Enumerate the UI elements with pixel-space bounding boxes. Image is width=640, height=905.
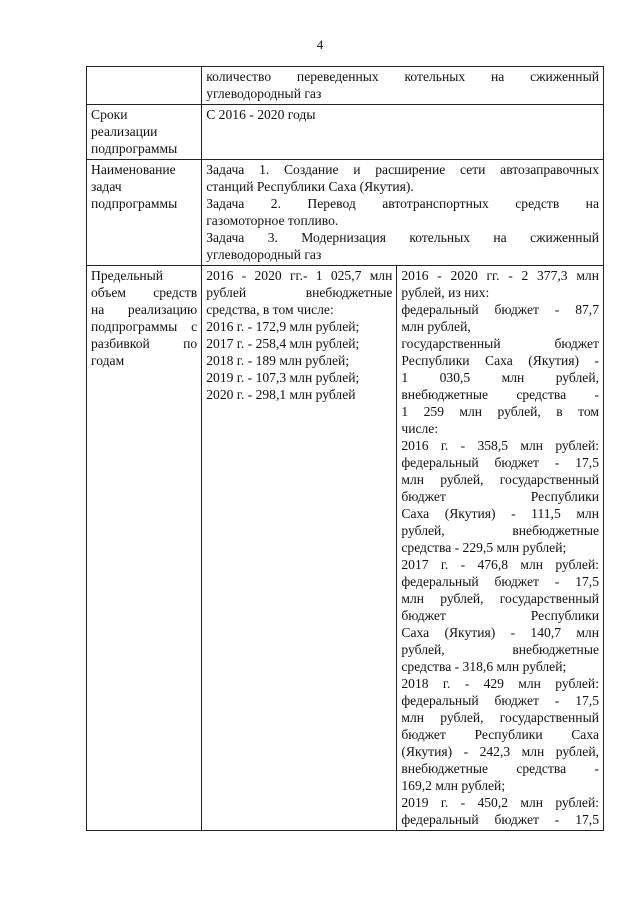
label-line: разбивкой по [91, 336, 198, 351]
funding-line: бюджет Республики Саха [401, 727, 599, 742]
funding-line: (Якутия) - 242,3 млн рублей, [401, 744, 599, 759]
task-1-line: Задача 1. Создание и расширение сети автозаправочных [206, 162, 599, 177]
funding-line: федеральный бюджет - 17,5 [401, 574, 599, 589]
subprogram-passport-table [86, 66, 604, 831]
funding-line: Саха (Якутия) - 111,5 млн [401, 506, 599, 521]
row-conversion-label [87, 67, 202, 105]
row-funding [87, 266, 604, 831]
label-line: подпрограммы [91, 141, 178, 156]
terms-value: С 2016 - 2020 годы [206, 107, 316, 122]
label-line: Предельный [91, 268, 164, 283]
funding-line: бюджет Республики [401, 608, 599, 623]
row-tasks [87, 160, 604, 266]
label-line: Сроки [91, 107, 128, 122]
funding-line: млн рублей, государственный [401, 591, 599, 606]
label-line: на реализацию [91, 302, 198, 317]
funding-line: 2019 г. - 107,3 млн рублей; [206, 370, 360, 385]
funding-line: 2019 г. - 450,2 млн рублей: [401, 795, 599, 810]
task-1-line: станций Республики Саха (Якутия). [206, 179, 414, 194]
funding-line: Республики Саха (Якутия) - [401, 353, 599, 368]
funding-line: федеральный бюджет - 87,7 [401, 302, 599, 317]
funding-line: средства - 318,6 млн рублей; [401, 659, 567, 674]
funding-line: федеральный бюджет - 17,5 [401, 455, 599, 470]
funding-line: 1 030,5 млн рублей, [401, 370, 599, 385]
label-line: годам [91, 353, 125, 368]
label-line: задач [91, 179, 122, 194]
row-tasks-label [87, 160, 202, 266]
funding-line: государственный бюджет [401, 336, 599, 351]
row-tasks-value [202, 160, 604, 266]
funding-line: бюджет Республики [401, 489, 599, 504]
funding-line: 2016 г. - 172,9 млн рублей; [206, 319, 360, 334]
label-line: реализации [91, 124, 158, 139]
funding-line: 2016 - 2020 гг. - 2 377,3 млн [401, 268, 599, 283]
label-line: подпрограммы [91, 196, 178, 211]
funding-line: 1 259 млн рублей, в том [401, 404, 599, 419]
funding-line: млн рублей, государственный [401, 472, 599, 487]
task-3-line: Задача 3. Модернизация котельных на сжиженный [206, 230, 599, 245]
conversion-text-line: углеводородный газ [206, 86, 322, 101]
funding-line: 2018 г. - 429 млн рублей: [401, 676, 599, 691]
funding-total-column [397, 266, 604, 831]
funding-line: Саха (Якутия) - 140,7 млн [401, 625, 599, 640]
conversion-text-line: количество переведенных котельных на сжиженный [206, 69, 599, 84]
funding-line: внебюджетные средства - [401, 761, 599, 776]
funding-line: 2018 г. - 189 млн рублей; [206, 353, 350, 368]
row-terms [87, 105, 604, 160]
row-conversion [87, 67, 604, 105]
funding-line: 2016 - 2020 гг.- 1 025,7 млн [206, 268, 393, 283]
funding-line: 2016 г. - 358,5 млн рублей: [401, 438, 599, 453]
funding-line: внебюджетные средства - [401, 387, 599, 402]
funding-line: средства, в том числе: [206, 302, 334, 317]
label-line: Наименование [91, 162, 176, 177]
funding-line: рублей, внебюджетные [401, 523, 599, 538]
funding-line: рублей внебюджетные [206, 285, 393, 300]
funding-line: рублей, из них: [401, 285, 490, 300]
funding-line: 2017 г. - 476,8 млн рублей: [401, 557, 599, 572]
label-line: подпрограммы с [91, 319, 198, 334]
row-terms-value [202, 105, 604, 160]
funding-line: федеральный бюджет - 17,5 [401, 693, 599, 708]
task-2-line: газомоторное топливо. [206, 213, 339, 228]
row-funding-label [87, 266, 202, 831]
funding-line: млн рублей, государственный [401, 710, 599, 725]
funding-line: 2017 г. - 258,4 млн рублей; [206, 336, 360, 351]
funding-line: 169,2 млн рублей; [401, 778, 506, 793]
row-conversion-value [202, 67, 604, 105]
funding-line: числе: [401, 421, 439, 436]
task-3-line: углеводородный газ [206, 247, 322, 262]
funding-line: рублей, внебюджетные [401, 642, 599, 657]
task-2-line: Задача 2. Перевод автотранспортных средств на [206, 196, 599, 211]
funding-line: федеральный бюджет - 17,5 [401, 812, 599, 827]
funding-line: средства - 229,5 млн рублей; [401, 540, 567, 555]
funding-line: 2020 г. - 298,1 млн рублей [206, 387, 356, 402]
funding-line: млн рублей, [401, 319, 471, 334]
page-number: 4 [316, 37, 324, 52]
funding-extrabudgetary-column [202, 266, 397, 831]
label-line: объем средств [91, 285, 198, 300]
row-terms-label [87, 105, 202, 160]
